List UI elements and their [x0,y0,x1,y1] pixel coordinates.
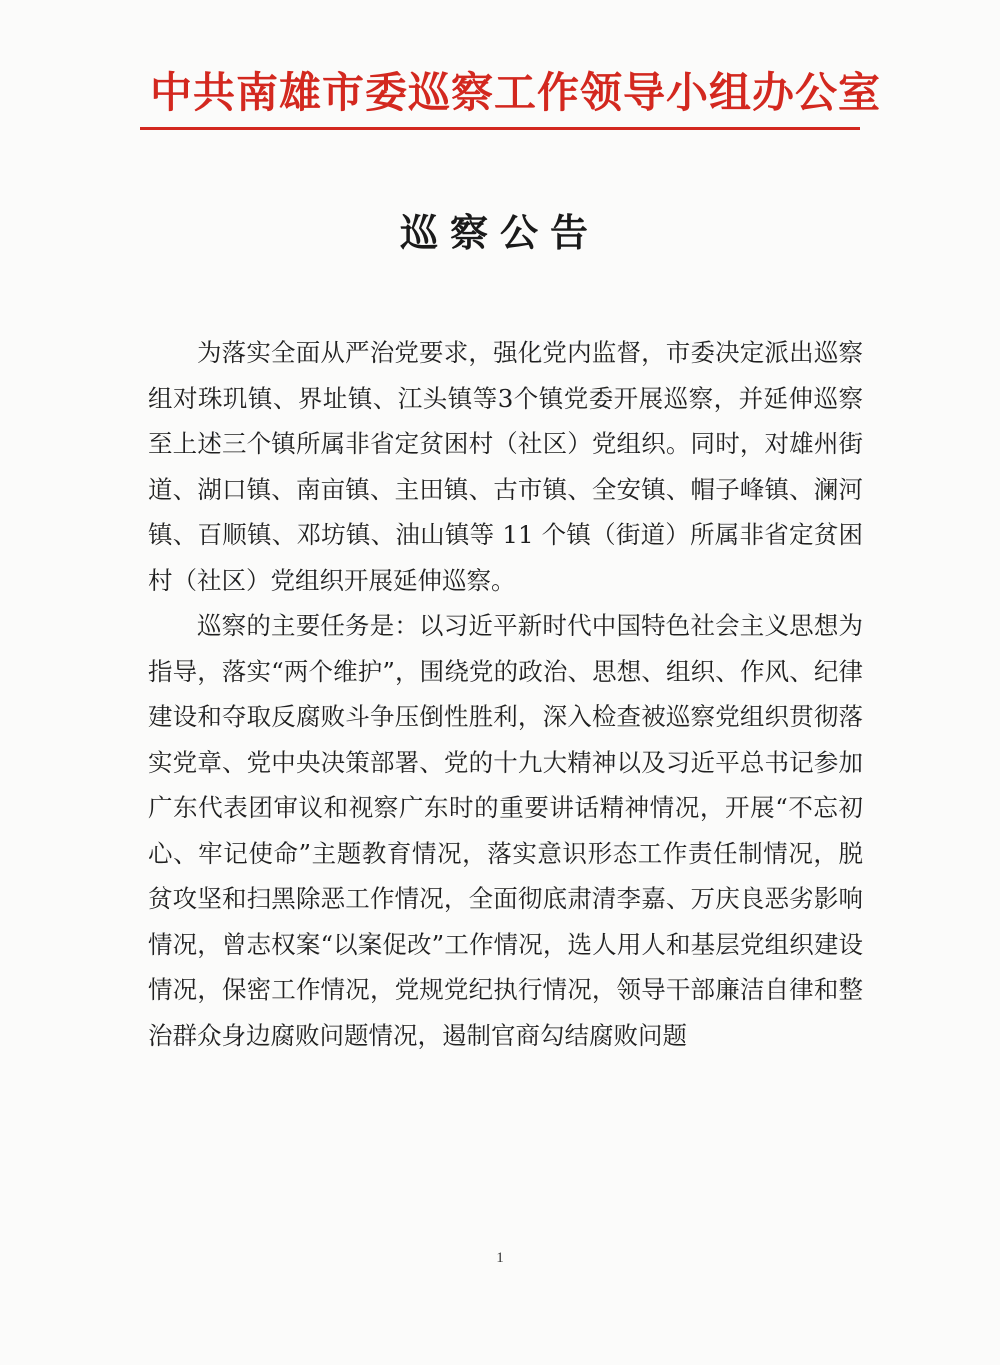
issuing-office-header: 中共南雄市委巡察工作领导小组办公室 [150,68,882,117]
document-body [148,330,863,1058]
paragraph-inspection-scope: 为落实全面从严治党要求，强化党内监督，市委决定派出巡察组对珠玑镇、界址镇、江头镇等3个镇党委开展巡察，并延伸巡察至上述三个镇所属非省定贫困村（社区）党组织。同时，对雄州街道、湖口镇、南亩镇、主田镇、古市镇、全安镇、帽子峰镇、澜河镇、百顺镇、邓坊镇、油山镇等 11 个镇（街道）所属非省定贫困村（社区）党组织开展延伸巡察。 [148,338,863,595]
page-number: 1 [496,1250,504,1266]
paragraph-main-tasks: 巡察的主要任务是：以习近平新时代中国特色社会主义思想为指导，落实“两个维护”，围绕党的政治、思想、组织、作风、纪律建设和夺取反腐败斗争压倒性胜利，深入检查被巡察党组织贯彻落实党章、党中央决策部署、党的十九大精神以及习近平总书记参加广东代表团审议和视察广东时的重要讲话精神情况，开展“不忘初心、牢记使命”主题教育情况，落实意识形态工作责任制情况，脱贫攻坚和扫黑除恶工作情况，全面彻底肃清李嘉、万庆良恶劣影响情况，曾志权案“以案促改”工作情况，选人用人和基层党组织建设情况，保密工作情况，党规党纪执行情况，领导干部廉洁自律和整治群众身边腐败问题情况，遏制官商勾结腐败问题 [148,611,863,1050]
document-title: 巡察公告 [399,210,600,255]
red-header-rule [140,127,860,130]
